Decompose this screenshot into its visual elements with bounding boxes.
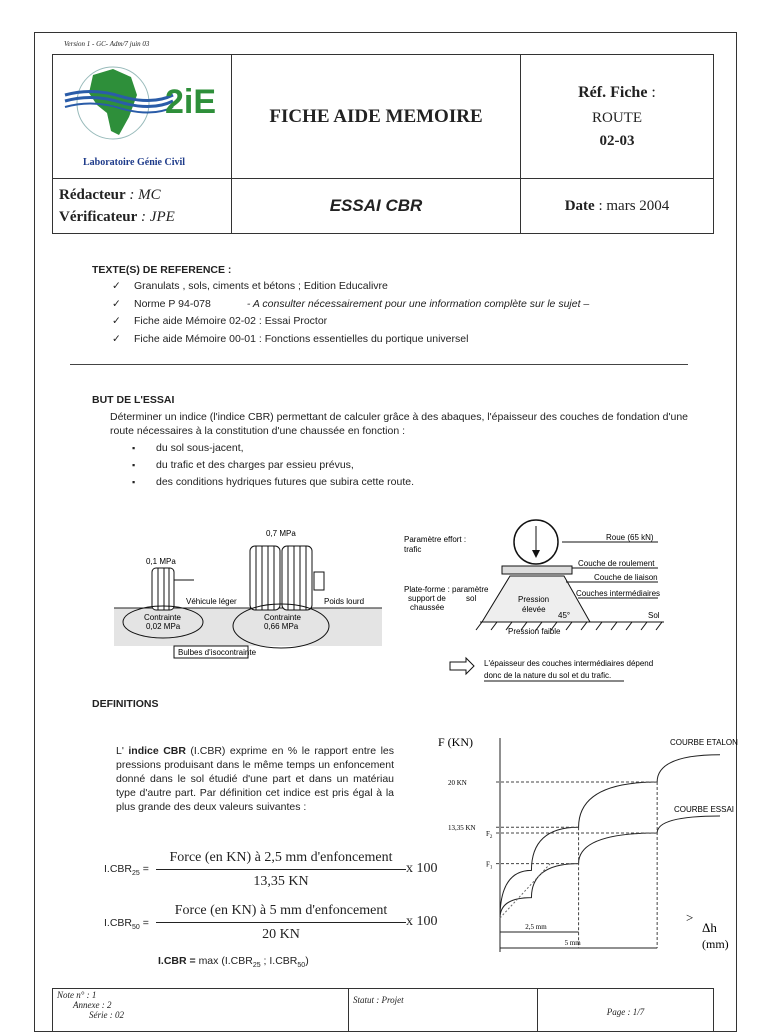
- pression-label: Pression: [518, 595, 550, 604]
- page-number: Page : 1/7: [606, 1007, 645, 1017]
- note-line-1: L'épaisseur des couches intermédiaires dépend: [484, 659, 654, 668]
- light-vehicle-label: Véhicule léger: [186, 597, 237, 606]
- ref-category: ROUTE: [592, 109, 642, 126]
- but-item: ▪ des conditions hydriques futures que subira cette route.: [156, 474, 414, 491]
- annexe: Annexe : 2: [73, 1000, 112, 1010]
- note-line-2: donc de la nature du sol et du trafic.: [484, 671, 612, 680]
- authors-cell: [53, 179, 232, 234]
- ref-number: 02-03: [599, 132, 635, 149]
- logo-caption: Laboratoire Génie Civil: [83, 157, 186, 168]
- tangent-line: [500, 864, 550, 918]
- roue-label: Roue (65 kN): [606, 533, 654, 542]
- y-axis-label: F (KN): [438, 735, 473, 749]
- date-label: Date: [564, 197, 595, 214]
- statut: Statut : Projet: [353, 995, 404, 1005]
- ref-label: Réf. Fiche: [578, 83, 648, 101]
- f2-times: x 100: [406, 914, 438, 929]
- roulement-label: Couche de roulement: [578, 559, 655, 568]
- pressure-heavy-label: 0,7 MPa: [266, 529, 296, 538]
- definitions-text: L' indice CBR (I.CBR) exprime en % le rapport entre les pressions produisant dans le même temps un enfoncement donné dans le sol étudié d'une part et dans un matériau type d'autre part. Par définition cet indice est pris égal à la plus grande des deux valeurs suivantes :: [116, 745, 394, 813]
- chaussee-label: chaussée: [410, 603, 445, 612]
- serie: Série : 02: [89, 1010, 124, 1020]
- y-tick-label-4: $F_1$: [486, 860, 493, 871]
- references-heading: TEXTE(S) DE REFERENCE :: [92, 264, 232, 276]
- support-sol-label: sol: [466, 594, 477, 603]
- x-tick-label-2: 5 mm: [564, 939, 581, 947]
- f2-numerator: Force (en KN) à 5 mm d'enfoncement: [174, 903, 388, 918]
- norme-note: - A consulter nécessairement pour une information complète sur le sujet –: [246, 297, 590, 310]
- verificateur-value: : JPE: [137, 209, 175, 225]
- sol-label: Sol: [648, 611, 660, 620]
- verificateur-label: Vérificateur: [59, 209, 138, 225]
- indice-term: indice CBR: [128, 745, 186, 757]
- reference-item: ✓ Norme P 94-078 - A consulter nécessairement pour une information complète sur le sujet –: [134, 296, 589, 314]
- f1-times: x 100: [406, 861, 438, 876]
- date-value: : mars 2004: [594, 197, 670, 214]
- but-heading: BUT DE L'ESSAI: [92, 394, 175, 406]
- logo-2ie-icon: [53, 55, 229, 173]
- divider: [70, 364, 688, 365]
- cbr-chart: [430, 728, 738, 968]
- redacteur-value: : MC: [125, 187, 161, 203]
- param-effort-label: Paramètre effort :: [404, 535, 467, 544]
- plateforme-label: Plate-forme : paramètre: [404, 585, 489, 594]
- y-tick-label-3: $F_2$: [486, 830, 493, 840]
- pression-elevee-label: élevée: [522, 605, 546, 614]
- pressure-light-label: 0,1 MPa: [146, 557, 176, 566]
- f1-denominator: 13,35 KN: [253, 874, 309, 889]
- vehicle-pressure-figure: [114, 520, 384, 670]
- y-tick-label-1: 20 KN: [448, 779, 467, 787]
- angle-label: 45°: [558, 611, 571, 620]
- header-table: [52, 54, 714, 234]
- logo-text: 2iE: [165, 83, 217, 121]
- series-line-2: [500, 816, 720, 918]
- cbr-max: $I.CBR = \max (I.CBR_{25}$ ; $I.CBR_{50}$): [158, 955, 309, 970]
- heavy-vehicle-label: Poids lourd: [324, 597, 365, 606]
- version-label: Version 1 - GC- Adm/7 juin 03: [64, 40, 150, 48]
- note-number: Note n° : 1: [57, 990, 97, 1000]
- date-cell: [521, 179, 714, 234]
- intermediaires-label: Couches intermédiaires: [576, 589, 661, 598]
- x-axis-label: Δh: [702, 920, 717, 935]
- page-title: FICHE AIDE MEMOIRE: [232, 55, 521, 179]
- x-axis-unit: (mm): [702, 937, 729, 951]
- series-line-1: [500, 755, 720, 918]
- y-tick-label-2: 13,35 KN: [448, 824, 476, 833]
- stress-heavy-label: Contrainte: [264, 613, 301, 622]
- series-label-1: COURBE ETALON: [670, 737, 738, 747]
- reference-item: ✓ Fiche aide Mémoire 02-02 : Essai Proctor: [134, 313, 589, 331]
- support-label: support de: [408, 594, 446, 603]
- ref-block: [521, 55, 714, 179]
- reference-item: ✓ Fiche aide Mémoire 00-01 : Fonctions essentielles du portique universel: [134, 331, 589, 349]
- liaison-label: Couche de liaison: [594, 573, 658, 582]
- pression-faible-label: Pression faible: [508, 627, 561, 636]
- pavement-layers-figure: [402, 520, 672, 692]
- definitions-heading: DEFINITIONS: [92, 698, 159, 710]
- f2-denominator: 20 KN: [262, 927, 300, 942]
- footer-table: [52, 988, 714, 1032]
- logo-cell: [53, 55, 232, 179]
- stress-light-label: Contrainte: [144, 613, 181, 622]
- bulbes-label: Bulbes d'isocontrainte: [178, 648, 257, 657]
- references-list: [134, 278, 589, 348]
- stress-heavy-value: 0,66 MPa: [264, 622, 299, 631]
- ref-colon: :: [647, 83, 656, 101]
- f2-label: I.CBR: [104, 917, 133, 929]
- but-list: [156, 440, 414, 491]
- series-label-2: COURBE ESSAI: [674, 805, 735, 814]
- but-text: Déterminer un indice (l'indice CBR) permettant de calculer grâce à des abaques, l'épaisseur des couches de fondation d'une route nécessaires à la constitution d'une chaussée en fonction :: [110, 411, 689, 437]
- f1-numerator: Force (en KN) à 2,5 mm d'enfoncement: [169, 850, 393, 865]
- essai-title: ESSAI CBR: [232, 179, 521, 234]
- x-axis-arrow: >: [686, 910, 694, 925]
- but-item: ▪ du trafic et des charges par essieu prévus,: [156, 457, 414, 474]
- param-effort-value: trafic: [404, 545, 422, 554]
- redacteur-label: Rédacteur: [59, 187, 126, 203]
- stress-light-value: 0,02 MPa: [146, 622, 181, 631]
- f1-label: I.CBR: [104, 863, 133, 875]
- reference-item: ✓ Granulats , sols, ciments et bétons ; Edition Educalivre: [134, 278, 589, 296]
- arrow-icon: [450, 658, 474, 674]
- x-tick-label-1: 2,5 mm: [525, 923, 547, 931]
- but-item: ▪ du sol sous-jacent,: [156, 440, 414, 457]
